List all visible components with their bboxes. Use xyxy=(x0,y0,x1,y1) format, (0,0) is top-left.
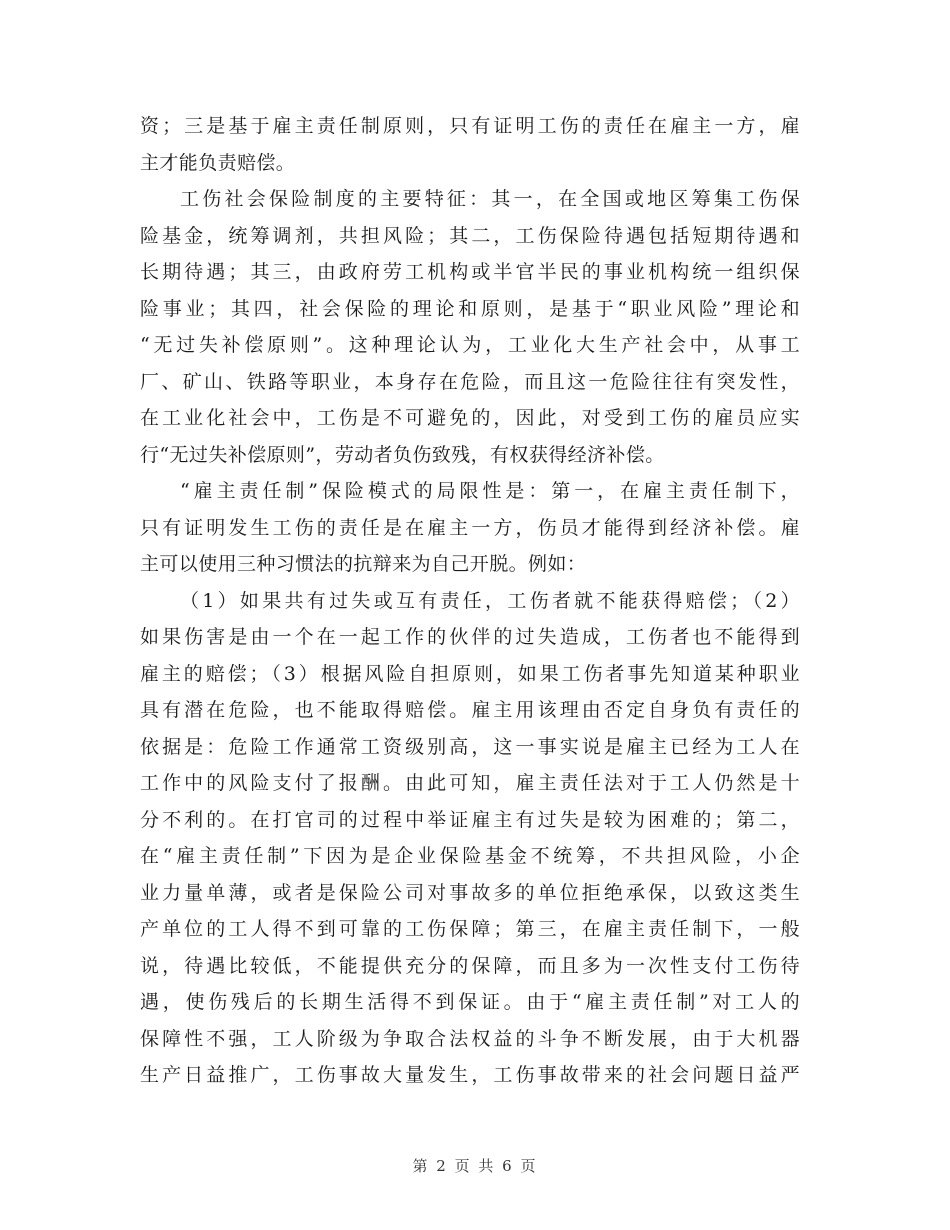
text-line: 业力量单薄，或者是保险公司对事故多的单位拒绝承保，以致这类生 xyxy=(140,881,800,904)
text-line: 险基金，统筹调剂，共担风险；其二，工伤保险待遇包括短期待遇和 xyxy=(140,224,800,247)
text-line: 工作中的风险支付了报酬。由此可知，雇主责任法对于工人仍然是十 xyxy=(140,772,800,794)
text-line: 依据是：危险工作通常工资级别高，这一事实说是雇主已经为工人在 xyxy=(140,735,800,758)
text-line: 如果伤害是由一个在一起工作的伙伴的过失造成，工伤者也不能得到 xyxy=(140,626,800,648)
paragraph xyxy=(140,583,800,1094)
text-line: 资；三是基于雇主责任制原则，只有证明工伤的责任在雇主一方，雇 xyxy=(140,115,800,137)
text-line: 分不利的。在打官司的过程中举证雇主有过失是较为困难的；第二， xyxy=(140,808,800,831)
text-line: 长期待遇；其三，由政府劳工机构或半官半民的事业机构统一组织保 xyxy=(140,261,800,283)
text-line: 具有潜在危险，也不能取得赔偿。雇主用该理由否定自身负有责任的 xyxy=(140,699,800,721)
paragraph xyxy=(140,473,800,583)
text-line: 在工业化社会中，工伤是不可避免的，因此，对受到工伤的雇员应实 xyxy=(140,407,800,429)
text-line: 行“无过失补偿原则”，劳动者负伤致残，有权获得经济补偿。 xyxy=(140,443,665,466)
text-line: 说，待遇比较低，不能提供充分的保障，而且多为一次性支付工伤待 xyxy=(140,954,800,977)
text-line: “雇主责任制”保险模式的局限性是：第一，在雇主责任制下， xyxy=(180,480,800,502)
text-line: 主才能负责赔偿。 xyxy=(140,151,296,174)
text-line: “无过失补偿原则”。这种理论认为，工业化大生产社会中，从事工 xyxy=(140,334,800,356)
body-text xyxy=(140,108,800,1094)
text-line: 厂、矿山、铁路等职业，本身存在危险，而且这一危险往往有突发性， xyxy=(140,370,800,393)
text-line: 遇，使伤残后的长期生活得不到保证。由于“雇主责任制”对工人的 xyxy=(140,991,800,1013)
text-line: （1）如果共有过失或互有责任，工伤者就不能获得赔偿；（2） xyxy=(180,589,800,612)
text-line: 生产日益推广，工伤事故大量发生，工伤事故带来的社会问题日益严 xyxy=(140,1064,800,1086)
page-number-footer: 第 2 页 共 6 页 xyxy=(412,1157,538,1175)
text-line: 在“雇主责任制”下因为是企业保险基金不统筹，不共担风险，小企 xyxy=(140,845,800,867)
text-line: 险事业；其四，社会保险的理论和原则，是基于“职业风险”理论和 xyxy=(140,297,800,320)
text-line: 产单位的工人得不到可靠的工伤保障；第三，在雇主责任制下，一般 xyxy=(140,918,800,940)
text-line: 保障性不强，工人阶级为争取合法权益的斗争不断发展，由于大机器 xyxy=(140,1027,800,1050)
paragraph xyxy=(140,181,800,473)
paragraph xyxy=(140,108,800,181)
text-line: 只有证明发生工伤的责任是在雇主一方，伤员才能得到经济补偿。雇 xyxy=(140,516,800,539)
text-line: 雇主的赔偿；（3）根据风险自担原则，如果工伤者事先知道某种职业 xyxy=(140,662,800,685)
text-line: 主可以使用三种习惯法的抗辩来为自己开脱。例如： xyxy=(140,553,587,575)
text-line: 工伤社会保险制度的主要特征：其一，在全国或地区筹集工伤保 xyxy=(180,188,800,210)
